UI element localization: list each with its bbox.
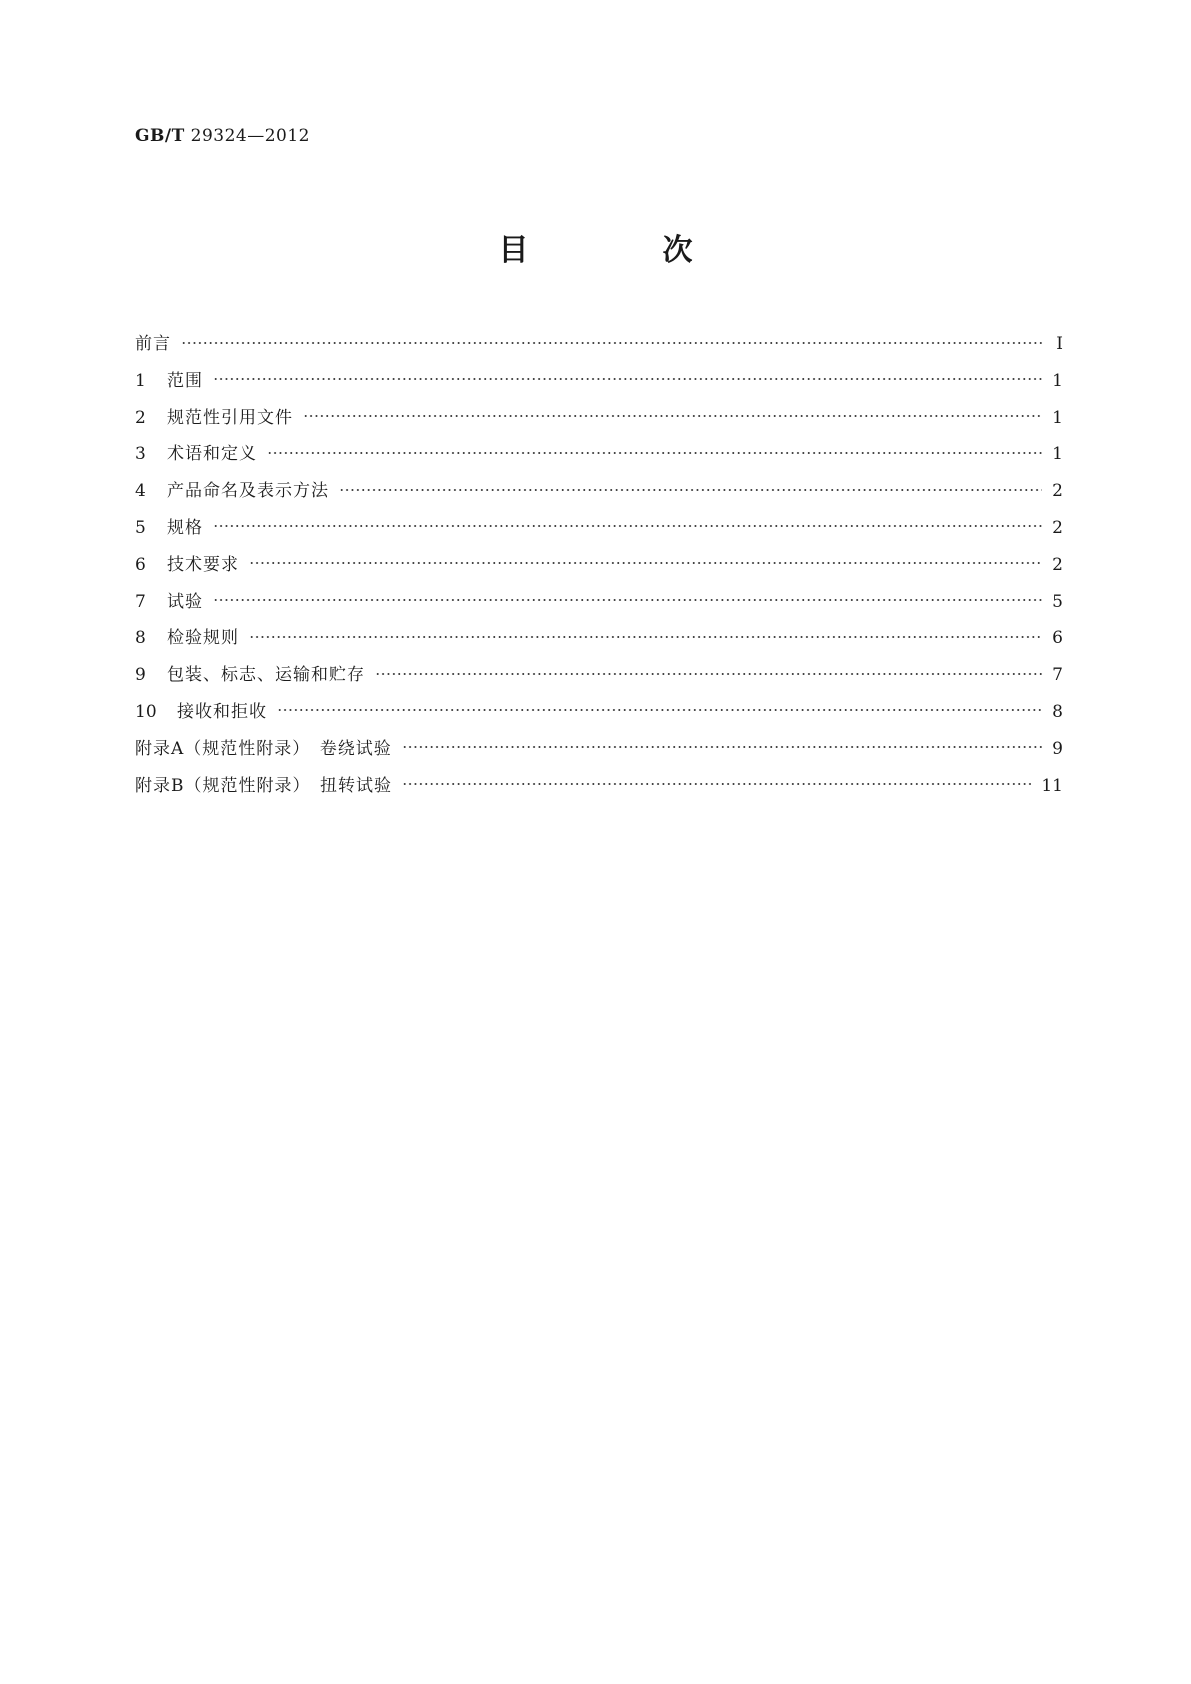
toc-entry-appendix-b[interactable] bbox=[135, 768, 1063, 805]
toc-entry-label: 产品命名及表示方法 bbox=[167, 481, 329, 502]
toc-entry-10[interactable] bbox=[135, 694, 1063, 731]
toc-entry-8[interactable] bbox=[135, 620, 1063, 657]
toc-title: 目 次 bbox=[498, 233, 745, 268]
toc-entry-label: 检验规则 bbox=[167, 628, 239, 649]
standard-code-number: 29324—2012 bbox=[190, 126, 310, 146]
standard-code-prefix: GB/T bbox=[135, 126, 185, 146]
toc-entry-number: 3 bbox=[135, 444, 146, 465]
toc-entry-page: 8 bbox=[1052, 701, 1063, 722]
toc-entry-number: 4 bbox=[135, 481, 146, 502]
toc-entry-page: 1 bbox=[1052, 444, 1063, 465]
toc-entry-page: 1 bbox=[1052, 370, 1063, 391]
toc-entry-number: 9 bbox=[135, 665, 146, 686]
toc-entry-9[interactable] bbox=[135, 657, 1063, 694]
dot-leader bbox=[249, 628, 1042, 645]
dot-leader bbox=[303, 408, 1042, 425]
toc-entry-label: 技术要求 bbox=[167, 554, 239, 575]
dot-leader bbox=[277, 702, 1042, 719]
dot-leader bbox=[267, 444, 1042, 461]
standard-code bbox=[135, 126, 310, 146]
toc-entry-number: 10 bbox=[135, 701, 157, 722]
toc-entry-label: 试验 bbox=[167, 591, 203, 612]
toc-entry-label: 包装、标志、运输和贮存 bbox=[167, 665, 365, 686]
toc-entry-preface[interactable] bbox=[135, 326, 1063, 363]
toc-entry-page: 2 bbox=[1052, 481, 1063, 502]
toc-entry-label: 接收和拒收 bbox=[177, 701, 267, 722]
dot-leader bbox=[249, 555, 1042, 572]
dot-leader bbox=[375, 665, 1042, 682]
toc-entry-2[interactable] bbox=[135, 400, 1063, 437]
toc-entry-page: 6 bbox=[1052, 628, 1063, 649]
toc-entry-page: 9 bbox=[1052, 738, 1063, 759]
toc-entry-7[interactable] bbox=[135, 584, 1063, 621]
toc-entry-label: 前言 bbox=[135, 334, 171, 354]
dot-leader bbox=[213, 371, 1042, 388]
toc-entry-label: 术语和定义 bbox=[167, 444, 257, 465]
toc-entry-number: 2 bbox=[135, 407, 146, 428]
toc-entry-5[interactable] bbox=[135, 510, 1063, 547]
toc-entry-label: 范围 bbox=[167, 370, 203, 391]
dot-leader bbox=[181, 334, 1043, 351]
toc-entry-number: 5 bbox=[135, 517, 146, 538]
toc-entry-number: 1 bbox=[135, 370, 146, 391]
toc-entry-label: 附录A（规范性附录） 卷绕试验 bbox=[135, 738, 392, 759]
toc-entry-page: 7 bbox=[1052, 665, 1063, 686]
toc-entry-label: 规格 bbox=[167, 517, 203, 538]
dot-leader bbox=[213, 518, 1042, 535]
toc-entry-page: 11 bbox=[1041, 775, 1063, 796]
toc-entry-4[interactable] bbox=[135, 473, 1063, 510]
toc-entry-page: Ⅰ bbox=[1056, 334, 1063, 354]
toc-entry-number: 8 bbox=[135, 628, 146, 649]
table-of-contents bbox=[135, 326, 1063, 804]
toc-entry-number: 6 bbox=[135, 554, 146, 575]
dot-leader bbox=[339, 481, 1042, 498]
toc-entry-label: 附录B（规范性附录） 扭转试验 bbox=[135, 775, 392, 796]
toc-entry-6[interactable] bbox=[135, 547, 1063, 584]
dot-leader bbox=[402, 776, 1031, 793]
toc-entry-number: 7 bbox=[135, 591, 146, 612]
toc-entry-page: 2 bbox=[1052, 517, 1063, 538]
toc-entry-page: 2 bbox=[1052, 554, 1063, 575]
toc-entry-page: 5 bbox=[1052, 591, 1063, 612]
toc-entry-appendix-a[interactable] bbox=[135, 731, 1063, 768]
toc-entry-label: 规范性引用文件 bbox=[167, 407, 293, 428]
toc-entry-3[interactable] bbox=[135, 436, 1063, 473]
dot-leader bbox=[213, 592, 1042, 609]
dot-leader bbox=[402, 739, 1042, 756]
toc-entry-page: 1 bbox=[1052, 407, 1063, 428]
toc-entry-1[interactable] bbox=[135, 363, 1063, 400]
